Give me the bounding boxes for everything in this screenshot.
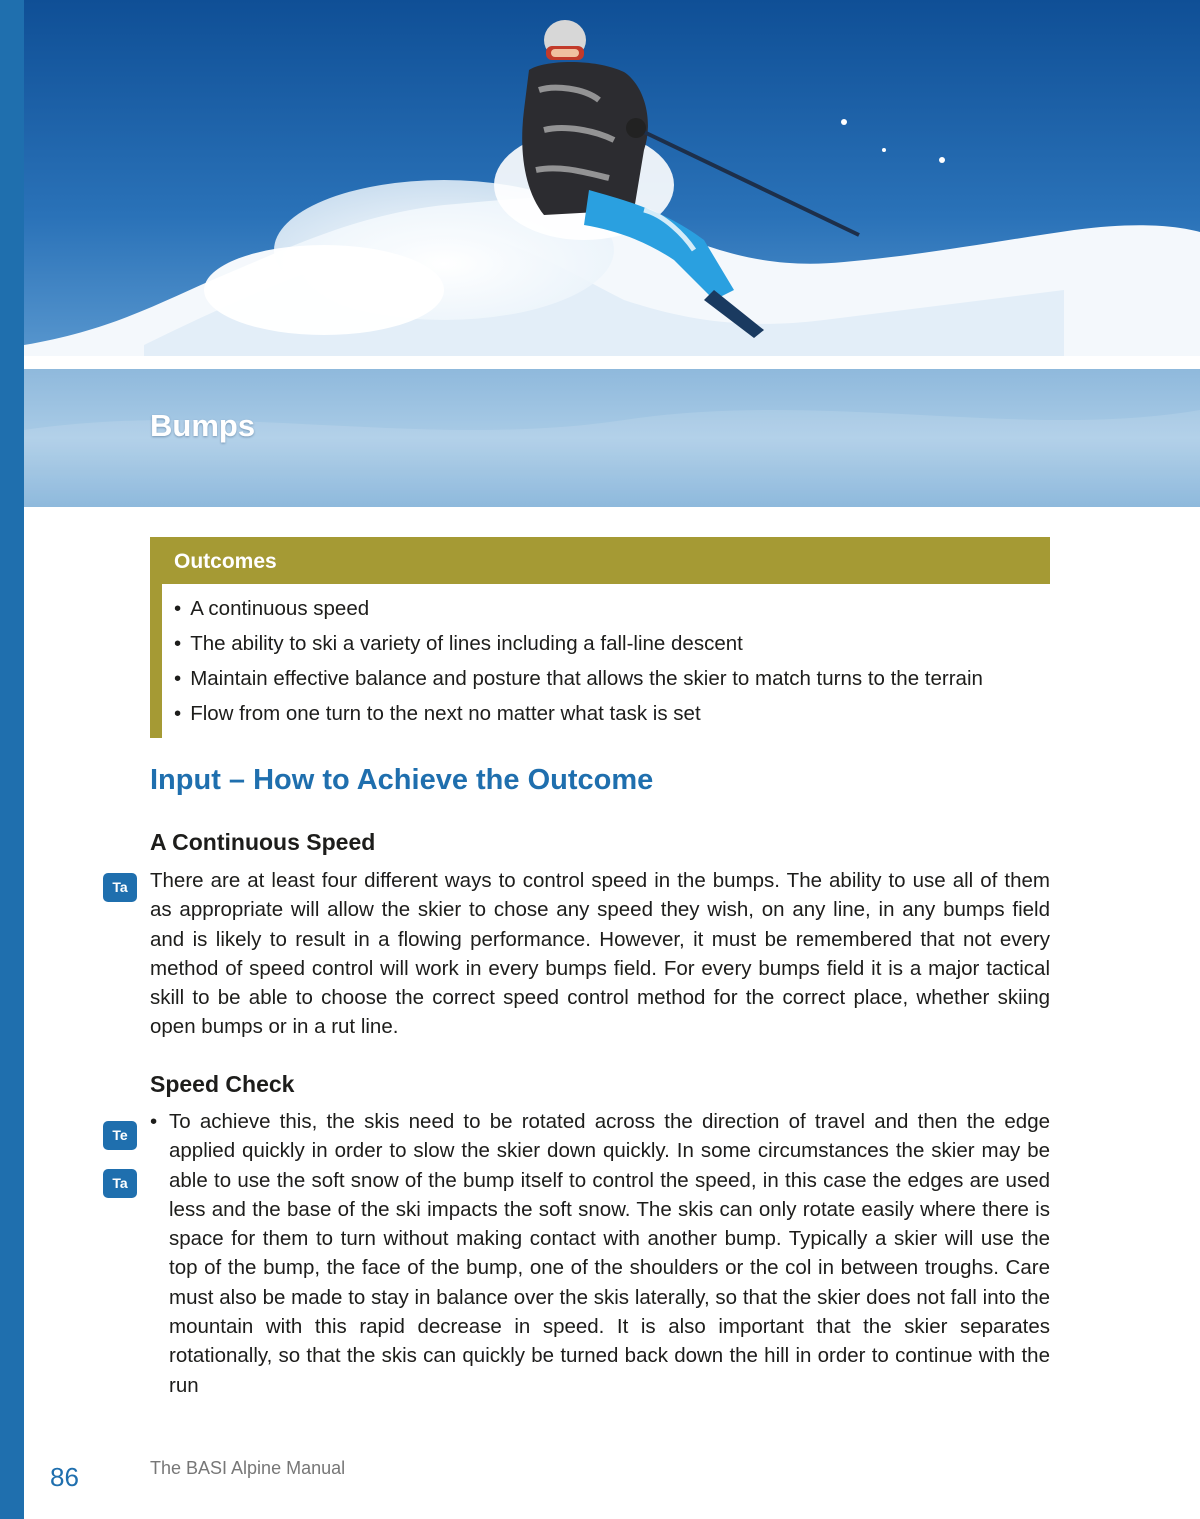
- tactics-tag: Ta: [103, 873, 137, 902]
- speed-check-bullet-item: [150, 1107, 1050, 1400]
- page-title: Bumps: [150, 408, 256, 443]
- speed-check-paragraph: To achieve this, the skis need to be rotated across the direction of travel and then the edge applied quickly in order to slow the skier down quickly. In some circumstances the skier may be able to use the soft snow of the bump itself to control the speed, in this case the edges are used less and the base of the ski impacts the soft snow. The skis can only rotate easily where there is space for them to turn without making contact with another bump. Typically a skier will use the top of the bump, the face of the bump, one of the shoulders or the col in between troughs. Care must also be made to stay in balance over the skis laterally, so that the skier does not fall into the mountain with this rapid decrease in speed. It is also important that the skier separates rotationally, so that the skis can quickly be turned back down the hill in order to continue with the run: [169, 1110, 1050, 1397]
- hero-banner: [24, 0, 1200, 507]
- subheading-continuous-speed: A Continuous Speed: [150, 829, 376, 855]
- outcomes-box: [150, 537, 1050, 738]
- continuous-speed-paragraph: There are at least four different ways to control speed in the bumps. The ability to use all of them as appropriate will allow the skier to chose any speed they wish, on any line, in any bumps field and is likely to result in a flowing performance. However, it must be remembered that not every method of speed control will work in every bumps field. For every bumps field it is a major tactical skill to be able to choose the correct speed control method for the correct place, whether skiing open bumps or in a rut line.: [150, 869, 1050, 1039]
- outcomes-heading: Outcomes: [150, 537, 1050, 584]
- page-number: 86: [50, 1462, 79, 1492]
- section-heading: Input – How to Achieve the Outcome: [150, 764, 654, 796]
- outcome-item: • A continuous speed: [174, 591, 983, 626]
- outcome-item: • Maintain effective balance and posture that allows the skier to match turns to the terrain: [174, 661, 983, 696]
- running-title: The BASI Alpine Manual: [150, 1458, 346, 1478]
- technique-tag: Te: [103, 1121, 137, 1150]
- outcome-item: • Flow from one turn to the next no matter what task is set: [174, 696, 983, 731]
- tactics-tag: Ta: [103, 1169, 137, 1198]
- outcome-item: • The ability to ski a variety of lines including a fall-line descent: [174, 626, 983, 661]
- outcomes-list: [174, 591, 983, 731]
- bullet-glyph: •: [150, 1110, 158, 1133]
- left-margin-bar: [0, 0, 24, 1519]
- subheading-speed-check: Speed Check: [150, 1071, 295, 1097]
